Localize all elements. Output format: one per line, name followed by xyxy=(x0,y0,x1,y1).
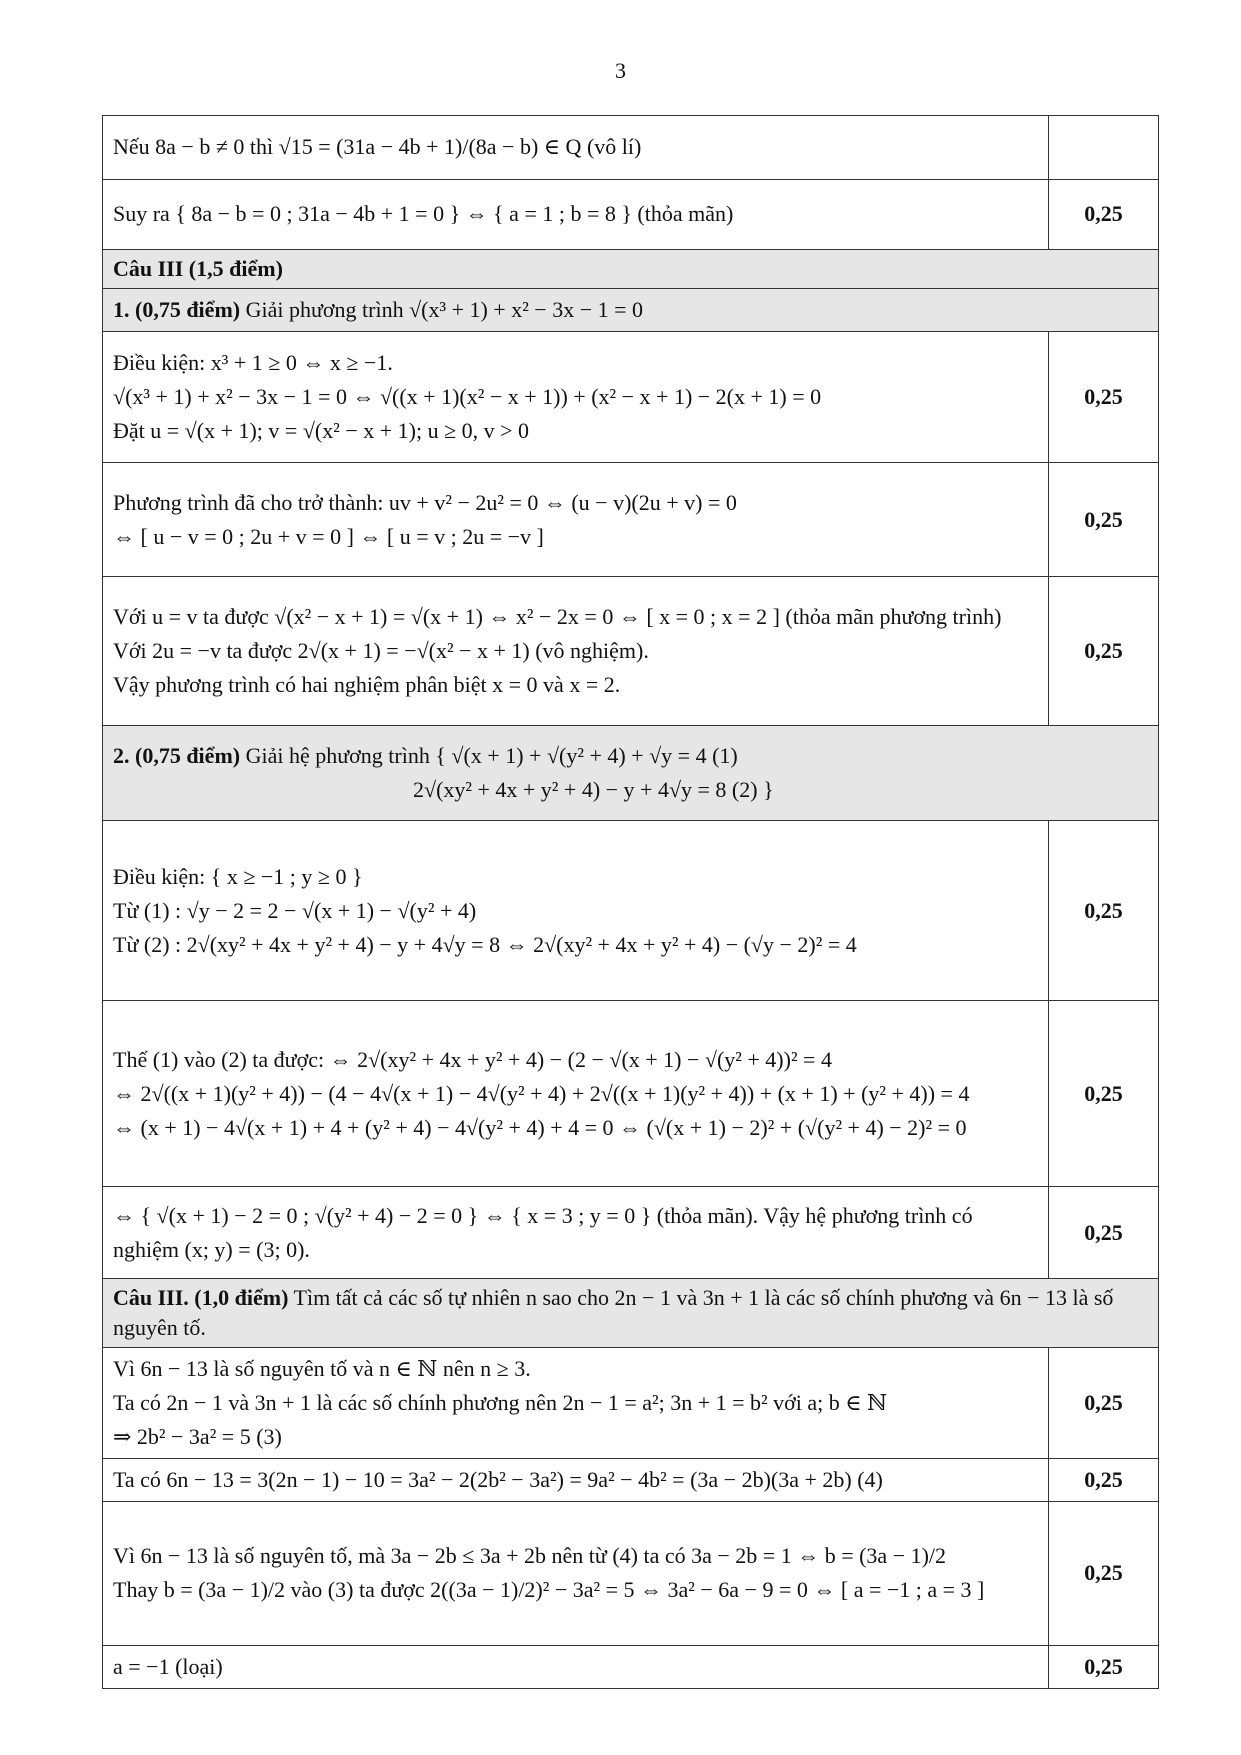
math-line: Với u = v ta được √(x² − x + 1) = √(x + 1) ⇔ x² − 2x = 0 ⇔ [ x = 0 ; x = 2 ] (thỏa mãn phương trình) xyxy=(113,604,1002,630)
solution-cell xyxy=(103,1347,1049,1458)
math-line: Điều kiện: x³ + 1 ≥ 0 ⇔ x ≥ −1. xyxy=(113,350,393,376)
math-line: Điều kiện: { x ≥ −1 ; y ≥ 0 } xyxy=(113,863,363,889)
math-line: Vậy phương trình có hai nghiệm phân biệt x = 0 và x = 2. xyxy=(113,672,621,698)
table-row xyxy=(103,821,1159,1001)
math-line: Vì 6n − 13 là số nguyên tố, mà 3a − 2b ≤ 3a + 2b nên từ (4) ta có 3a − 2b = 1 ⇔ b = (3a − 1)/2 xyxy=(113,1543,947,1569)
math-line: Từ (1) : √y − 2 = 2 − √(x + 1) − √(y² + 4) xyxy=(113,897,477,923)
math-line: ⇔ { √(x + 1) − 2 = 0 ; √(y² + 4) − 2 = 0 } ⇔ { x = 3 ; y = 0 } (thỏa mãn). Vậy hệ phương trình có nghiệm (x; y) = (3; 0). xyxy=(113,1202,973,1262)
question-row xyxy=(103,1279,1159,1347)
question-number: 1. (0,75 điểm) xyxy=(113,297,241,323)
math-line: Vì 6n − 13 là số nguyên tố và n ∈ ℕ nên n ≥ 3. xyxy=(113,1355,531,1381)
question-row xyxy=(103,289,1159,332)
math-line: Thay b = (3a − 1)/2 vào (3) ta được 2((3a − 1)/2)² − 3a² = 5 ⇔ 3a² − 6a − 9 = 0 ⇔ [ a = −1 ; a = 3 ] xyxy=(113,1577,985,1603)
question-number: 2. (0,75 điểm) xyxy=(113,743,241,769)
math-line: Phương trình đã cho trở thành: uv + v² − 2u² = 0 ⇔ (u − v)(2u + v) = 0 xyxy=(113,489,737,515)
table-row xyxy=(103,116,1159,180)
math-line: ⇔ 2√((x + 1)(y² + 4)) − (4 − 4√(x + 1) − 4√(y² + 4) + 2√((x + 1)(y² + 4)) + (x + 1) + (y² + 4)) = 4 xyxy=(113,1080,970,1106)
solution-cell xyxy=(103,1187,1049,1279)
score-cell: 0,25 xyxy=(1049,1645,1159,1688)
math-line: Ta có 2n − 1 và 3n + 1 là các số chính phương nên 2n − 1 = a²; 3n + 1 = b² với a; b ∈ ℕ xyxy=(113,1389,888,1415)
table-row xyxy=(103,577,1159,726)
score-cell: 0,25 xyxy=(1049,1001,1159,1187)
score-cell: 0,25 xyxy=(1049,821,1159,1001)
math-line: √(x³ + 1) + x² − 3x − 1 = 0 ⇔ √((x + 1)(x² − x + 1)) + (x² − x + 1) − 2(x + 1) = 0 xyxy=(113,384,822,410)
math-line: ⇔ [ u − v = 0 ; 2u + v = 0 ] ⇔ [ u = v ; 2u = −v ] xyxy=(113,523,544,549)
math-line: Từ (2) : 2√(xy² + 4x + y² + 4) − y + 4√y = 8 ⇔ 2√(xy² + 4x + y² + 4) − (√y − 2)² = 4 xyxy=(113,931,857,957)
math-line: Nếu 8a − b ≠ 0 thì √15 = (31a − 4b + 1)/(8a − b) ∈ Q (vô lí) xyxy=(113,134,642,160)
solution-cell xyxy=(103,463,1049,577)
score-cell: 0,25 xyxy=(1049,1347,1159,1458)
score-cell: 0,25 xyxy=(1049,1187,1159,1279)
question-text: Tìm tất cả các số tự nhiên n sao cho 2n − 1 và 3n + 1 là các số chính phương và 6n − 13 là số nguyên tố. xyxy=(113,1285,1114,1340)
page-number: 3 xyxy=(615,58,626,83)
math-line: Thế (1) vào (2) ta được: ⇔ 2√(xy² + 4x + y² + 4) − (2 − √(x + 1) − √(y² + 4))² = 4 xyxy=(113,1046,832,1072)
score-cell: 0,25 xyxy=(1049,1501,1159,1645)
solution-cell xyxy=(103,577,1049,726)
score-cell: 0,25 xyxy=(1049,577,1159,726)
table-row xyxy=(103,332,1159,463)
math-line: 2√(xy² + 4x + y² + 4) − y + 4√y = 8 (2) } xyxy=(413,777,774,803)
question-cell xyxy=(103,1279,1159,1347)
section-header-row xyxy=(103,250,1159,289)
table-row xyxy=(103,1501,1159,1645)
solution-cell xyxy=(103,1645,1049,1688)
math-line: a = −1 (loại) xyxy=(113,1653,223,1679)
table-row xyxy=(103,1001,1159,1187)
question-cell xyxy=(103,726,1159,821)
table-row xyxy=(103,1187,1159,1279)
answer-key-table xyxy=(102,115,1159,1689)
score-cell: 0,25 xyxy=(1049,463,1159,577)
math-line: ⇒ 2b² − 3a² = 5 (3) xyxy=(113,1423,282,1449)
question-text: Giải phương trình √(x³ + 1) + x² − 3x − 1 = 0 xyxy=(245,297,644,323)
table-row xyxy=(103,1458,1159,1501)
question-number: Câu III. (1,0 điểm) xyxy=(113,1285,289,1311)
solution-cell xyxy=(103,1501,1049,1645)
score-cell: 0,25 xyxy=(1049,180,1159,250)
section-title: Câu III (1,5 điểm) xyxy=(103,250,1159,289)
table-row xyxy=(103,1645,1159,1688)
solution-cell xyxy=(103,332,1049,463)
table-row xyxy=(103,463,1159,577)
question-cell xyxy=(103,289,1159,332)
score-cell: 0,25 xyxy=(1049,1458,1159,1501)
solution-cell xyxy=(103,821,1049,1001)
solution-cell xyxy=(103,1001,1049,1187)
solution-cell xyxy=(103,180,1049,250)
table-row xyxy=(103,180,1159,250)
solution-cell xyxy=(103,116,1049,180)
score-cell: 0,25 xyxy=(1049,332,1159,463)
question-row xyxy=(103,726,1159,821)
math-line: Suy ra { 8a − b = 0 ; 31a − 4b + 1 = 0 } ⇔ { a = 1 ; b = 8 } (thỏa mãn) xyxy=(113,201,734,227)
table-row xyxy=(103,1347,1159,1458)
question-text: Giải hệ phương trình { √(x + 1) + √(y² + 4) + √y = 4 (1) xyxy=(245,743,738,769)
math-line: ⇔ (x + 1) − 4√(x + 1) + 4 + (y² + 4) − 4√(y² + 4) + 4 = 0 ⇔ (√(x + 1) − 2)² + (√(y² + 4) − 2)² = 0 xyxy=(113,1114,967,1140)
math-line: Ta có 6n − 13 = 3(2n − 1) − 10 = 3a² − 2(2b² − 3a²) = 9a² − 4b² = (3a − 2b)(3a + 2b) (4) xyxy=(113,1466,883,1492)
math-line: Với 2u = −v ta được 2√(x + 1) = −√(x² − x + 1) (vô nghiệm). xyxy=(113,638,649,664)
score-cell xyxy=(1049,116,1159,180)
math-line: Đặt u = √(x + 1); v = √(x² − x + 1); u ≥ 0, v > 0 xyxy=(113,418,530,444)
solution-cell xyxy=(103,1458,1049,1501)
